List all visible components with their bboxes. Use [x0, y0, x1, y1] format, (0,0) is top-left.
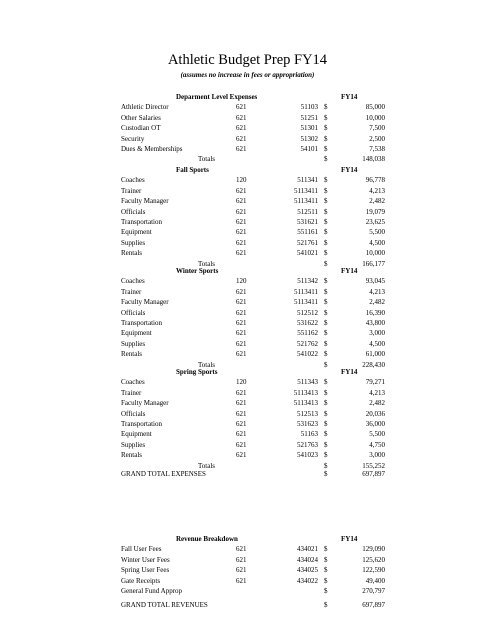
- fund-code: 621: [236, 420, 247, 428]
- fund-code: 621: [236, 399, 247, 408]
- account-code: 512513: [297, 409, 318, 418]
- table-row: [0, 308, 495, 318]
- fund-code: 621: [236, 319, 247, 327]
- section-title: Revenue Breakdown: [176, 535, 238, 543]
- line-item-amount: 19,079: [365, 207, 385, 216]
- fund-code: 621: [236, 287, 247, 296]
- account-code: 531623: [297, 420, 318, 428]
- table-row: [0, 440, 495, 450]
- account-code: 5113411: [294, 287, 318, 296]
- currency-symbol: $: [324, 350, 328, 359]
- line-item-name: Officials: [121, 409, 146, 418]
- line-item-amount: 2,482: [369, 399, 385, 408]
- account-code: 511342: [297, 277, 318, 286]
- account-code: 434025: [297, 566, 318, 575]
- section-title: Deparment Level Expenses: [176, 93, 258, 101]
- currency-symbol: $: [324, 409, 328, 418]
- currency-symbol: $: [324, 186, 328, 195]
- line-item-amount: 61,000: [365, 350, 385, 359]
- account-code: 551162: [297, 329, 318, 338]
- table-row: [0, 429, 495, 439]
- table-row: [0, 328, 495, 338]
- line-item-name: Rentals: [121, 451, 142, 460]
- fund-code: 621: [236, 566, 247, 575]
- account-code: 5113413: [293, 388, 318, 397]
- section-header: [0, 367, 495, 377]
- account-code: 51163: [300, 430, 318, 439]
- table-row: [0, 339, 495, 349]
- line-item-amount: 4,213: [369, 388, 385, 397]
- line-item-name: Supplies: [121, 339, 146, 348]
- fund-code: 621: [236, 440, 247, 449]
- fund-code: 621: [236, 228, 247, 237]
- line-item-amount: 23,625: [365, 218, 385, 226]
- table-row: [0, 123, 495, 133]
- grand-total-revenues: [0, 600, 495, 610]
- table-row: [0, 450, 495, 460]
- line-item-amount: 43,800: [365, 319, 385, 327]
- section-header: [0, 92, 495, 102]
- table-row: [0, 409, 495, 419]
- line-item-amount: 10,000: [365, 249, 385, 258]
- section-header: [0, 266, 495, 276]
- table-row: [0, 377, 495, 387]
- line-item-name: Equipment: [121, 430, 152, 439]
- line-item-name: Faculty Manager: [121, 399, 169, 408]
- section-total: [0, 154, 495, 164]
- currency-symbol: $: [324, 329, 328, 338]
- table-row: [0, 113, 495, 123]
- account-code: 531622: [297, 319, 318, 327]
- currency-symbol: $: [324, 176, 328, 185]
- section-total-amount: 166,177: [362, 259, 385, 268]
- currency-symbol: $: [324, 197, 328, 206]
- table-row: [0, 544, 495, 554]
- table-row: [0, 196, 495, 206]
- line-item-name: Trainer: [121, 388, 142, 397]
- fund-code: 621: [236, 350, 247, 359]
- account-code: 51302: [300, 134, 318, 143]
- table-row: [0, 297, 495, 307]
- line-item-name: Supplies: [121, 440, 146, 449]
- grand-total-label: GRAND TOTAL EXPENSES: [121, 470, 206, 478]
- account-code: 434024: [297, 555, 318, 564]
- table-row: [0, 207, 495, 217]
- fund-code: 621: [236, 339, 247, 348]
- fund-code: 621: [236, 197, 247, 206]
- table-row: [0, 388, 495, 398]
- currency-symbol: $: [324, 430, 328, 439]
- line-item-name: Coaches: [121, 277, 145, 286]
- fund-code: 621: [236, 113, 247, 122]
- account-code: 521763: [297, 440, 318, 449]
- grand-total-expenses: [0, 469, 495, 479]
- line-item-amount: 49,400: [365, 576, 385, 585]
- section-title: Fall Sports: [176, 166, 209, 174]
- section-title: Winter Sports: [176, 267, 219, 275]
- line-item-name: Coaches: [121, 176, 145, 185]
- account-code: 521761: [297, 238, 318, 247]
- line-item-name: Trainer: [121, 287, 142, 296]
- currency-symbol: $: [324, 576, 328, 585]
- line-item-name: Coaches: [121, 378, 145, 387]
- fund-code: 621: [236, 308, 247, 317]
- fiscal-year-label: FY14: [341, 267, 358, 275]
- section-total-amount: 228,430: [362, 360, 385, 369]
- table-row: [0, 186, 495, 196]
- line-item-amount: 5,500: [369, 430, 385, 439]
- line-item-amount: 36,000: [365, 420, 385, 428]
- table-row: [0, 217, 495, 227]
- table-row: [0, 287, 495, 297]
- account-code: 551161: [297, 228, 318, 237]
- line-item-name: Supplies: [121, 238, 146, 247]
- account-code: 531621: [297, 218, 318, 226]
- account-code: 54101: [300, 145, 318, 153]
- currency-symbol: $: [324, 545, 328, 554]
- line-item-name: Trainer: [121, 186, 142, 195]
- line-item-amount: 270,797: [362, 587, 385, 595]
- line-item-name: Athletic Director: [121, 103, 169, 112]
- account-code: 5113413: [293, 399, 318, 408]
- currency-symbol: $: [324, 399, 328, 408]
- table-row: [0, 175, 495, 185]
- section-title: Spring Sports: [176, 368, 218, 376]
- currency-symbol: $: [324, 287, 328, 296]
- currency-symbol: $: [324, 470, 328, 478]
- currency-symbol: $: [324, 601, 328, 609]
- currency-symbol: $: [324, 103, 328, 112]
- line-item-amount: 4,500: [369, 339, 385, 348]
- line-item-name: Faculty Manager: [121, 298, 169, 307]
- line-item-name: Transportation: [121, 319, 162, 327]
- currency-symbol: $: [324, 124, 328, 133]
- line-item-name: Officials: [121, 207, 146, 216]
- section-header: [0, 534, 495, 544]
- grand-total-label: GRAND TOTAL REVENUES: [121, 601, 208, 609]
- line-item-amount: 16,390: [365, 308, 385, 317]
- account-code: 511341: [297, 176, 318, 185]
- line-item-name: Fall User Fees: [121, 545, 162, 554]
- fund-code: 621: [236, 186, 247, 195]
- line-item-amount: 20,036: [365, 409, 385, 418]
- line-item-name: Transportation: [121, 420, 162, 428]
- line-item-name: Transportation: [121, 218, 162, 226]
- table-row: [0, 238, 495, 248]
- page-subtitle: (assumes no increase in fees or appropriation): [180, 71, 315, 79]
- currency-symbol: $: [324, 145, 328, 153]
- account-code: 51301: [300, 124, 318, 133]
- fund-code: 621: [236, 329, 247, 338]
- currency-symbol: $: [324, 555, 328, 564]
- fund-code: 621: [236, 555, 247, 564]
- currency-symbol: $: [324, 360, 328, 369]
- account-code: 5113411: [294, 186, 318, 195]
- line-item-name: Spring User Fees: [121, 566, 170, 575]
- account-code: 51103: [300, 103, 318, 112]
- fiscal-year-label: FY14: [341, 166, 358, 174]
- currency-symbol: $: [324, 113, 328, 122]
- currency-symbol: $: [324, 420, 328, 428]
- fund-code: 621: [236, 134, 247, 143]
- table-row: [0, 586, 495, 596]
- account-code: 512511: [297, 207, 318, 216]
- currency-symbol: $: [324, 440, 328, 449]
- currency-symbol: $: [324, 308, 328, 317]
- fund-code: 621: [236, 388, 247, 397]
- page-title: Athletic Budget Prep FY14: [167, 52, 328, 68]
- line-item-name: Officials: [121, 308, 146, 317]
- table-row: [0, 102, 495, 112]
- currency-symbol: $: [324, 134, 328, 143]
- currency-symbol: $: [324, 339, 328, 348]
- currency-symbol: $: [324, 566, 328, 575]
- section-header: [0, 165, 495, 175]
- line-item-amount: 96,778: [365, 176, 385, 185]
- totals-label: Totals: [198, 155, 216, 164]
- currency-symbol: $: [324, 451, 328, 460]
- line-item-name: Gate Receipts: [121, 576, 161, 585]
- account-code: 541023: [297, 451, 318, 460]
- totals-label: Totals: [198, 360, 216, 369]
- currency-symbol: $: [324, 249, 328, 258]
- line-item-amount: 3,000: [369, 451, 385, 460]
- grand-total-amount: 697,897: [362, 601, 385, 609]
- fiscal-year-label: FY14: [341, 93, 358, 101]
- line-item-name: Equipment: [121, 329, 152, 338]
- fund-code: 621: [236, 298, 247, 307]
- fiscal-year-label: FY14: [341, 368, 358, 376]
- line-item-amount: 2,482: [369, 197, 385, 206]
- line-item-amount: 7,538: [369, 145, 385, 153]
- line-item-amount: 93,045: [365, 277, 385, 286]
- account-code: 5113411: [294, 298, 318, 307]
- fund-code: 621: [236, 238, 247, 247]
- totals-label: Totals: [198, 259, 216, 268]
- line-item-amount: 129,090: [362, 545, 385, 554]
- fund-code: 120: [236, 378, 247, 387]
- currency-symbol: $: [324, 259, 328, 268]
- line-item-name: Winter User Fees: [121, 555, 170, 564]
- line-item-amount: 10,000: [365, 113, 385, 122]
- table-row: [0, 555, 495, 565]
- fund-code: 120: [236, 176, 247, 185]
- table-row: [0, 134, 495, 144]
- line-item-amount: 2,482: [369, 298, 385, 307]
- line-item-amount: 4,213: [369, 186, 385, 195]
- line-item-amount: 4,500: [369, 238, 385, 247]
- fund-code: 621: [236, 207, 247, 216]
- grand-total-amount: 697,897: [362, 470, 385, 478]
- totals-label: Totals: [198, 461, 216, 470]
- fund-code: 621: [236, 218, 247, 226]
- line-item-name: General Fund Approp: [121, 587, 183, 595]
- fund-code: 621: [236, 145, 247, 153]
- line-item-name: Equipment: [121, 228, 152, 237]
- line-item-name: Security: [121, 134, 145, 143]
- currency-symbol: $: [324, 238, 328, 247]
- fiscal-year-label: FY14: [341, 535, 358, 543]
- line-item-name: Other Salaries: [121, 113, 161, 122]
- table-row: [0, 349, 495, 359]
- line-item-amount: 85,000: [365, 103, 385, 112]
- line-item-name: Custodian OT: [121, 124, 161, 133]
- currency-symbol: $: [324, 388, 328, 397]
- line-item-name: Dues & Memberships: [121, 145, 183, 153]
- currency-symbol: $: [324, 228, 328, 237]
- fund-code: 621: [236, 576, 247, 585]
- currency-symbol: $: [324, 218, 328, 226]
- fund-code: 621: [236, 249, 247, 258]
- account-code: 521762: [297, 339, 318, 348]
- currency-symbol: $: [324, 587, 328, 595]
- currency-symbol: $: [324, 378, 328, 387]
- section-total-amount: 148,038: [362, 155, 385, 164]
- fund-code: 621: [236, 103, 247, 112]
- account-code: 51251: [300, 113, 318, 122]
- line-item-amount: 79,271: [365, 378, 385, 387]
- line-item-name: Faculty Manager: [121, 197, 169, 206]
- account-code: 541022: [297, 350, 318, 359]
- fund-code: 120: [236, 277, 247, 286]
- currency-symbol: $: [324, 277, 328, 286]
- fund-code: 621: [236, 545, 247, 554]
- table-row: [0, 144, 495, 154]
- line-item-name: Rentals: [121, 249, 142, 258]
- fund-code: 621: [236, 430, 247, 439]
- account-code: 512512: [297, 308, 318, 317]
- table-row: [0, 248, 495, 258]
- table-row: [0, 419, 495, 429]
- line-item-amount: 4,213: [369, 287, 385, 296]
- fund-code: 621: [236, 451, 247, 460]
- table-row: [0, 276, 495, 286]
- line-item-amount: 5,500: [369, 228, 385, 237]
- table-row: [0, 398, 495, 408]
- table-row: [0, 318, 495, 328]
- account-code: 434021: [297, 545, 318, 554]
- line-item-amount: 2,500: [369, 134, 385, 143]
- table-row: [0, 565, 495, 575]
- table-row: [0, 576, 495, 586]
- currency-symbol: $: [324, 298, 328, 307]
- line-item-amount: 3,000: [369, 329, 385, 338]
- section-total-amount: 155,252: [362, 461, 385, 470]
- line-item-amount: 122,590: [362, 566, 385, 575]
- line-item-amount: 7,500: [369, 124, 385, 133]
- account-code: 5113411: [294, 197, 318, 206]
- currency-symbol: $: [324, 319, 328, 327]
- account-code: 511343: [297, 378, 318, 387]
- currency-symbol: $: [324, 155, 328, 164]
- currency-symbol: $: [324, 207, 328, 216]
- fund-code: 621: [236, 124, 247, 133]
- account-code: 434022: [297, 576, 318, 585]
- account-code: 541021: [297, 249, 318, 258]
- line-item-amount: 4,750: [369, 440, 385, 449]
- line-item-amount: 125,620: [362, 555, 385, 564]
- line-item-name: Rentals: [121, 350, 142, 359]
- table-row: [0, 227, 495, 237]
- currency-symbol: $: [324, 461, 328, 470]
- fund-code: 621: [236, 409, 247, 418]
